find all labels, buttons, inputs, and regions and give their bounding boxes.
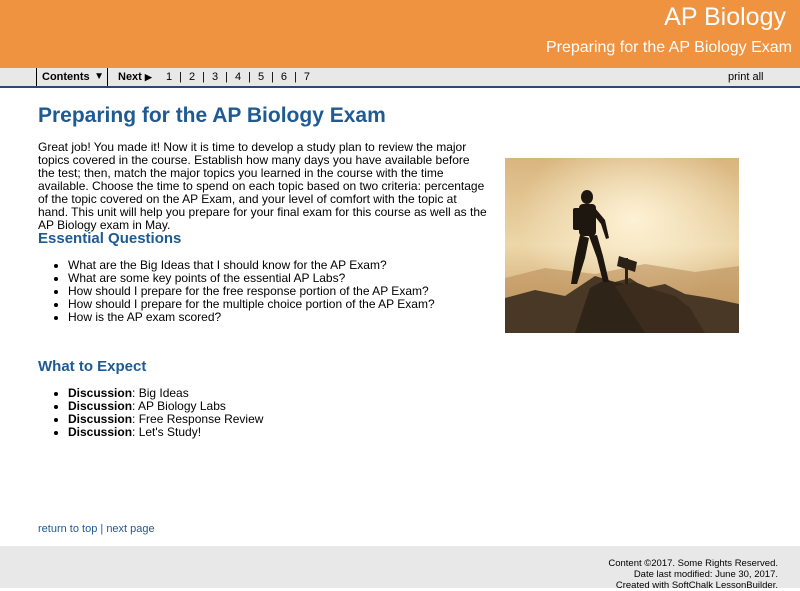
essential-questions-heading: Essential Questions [38, 230, 182, 247]
copyright-text: Content ©2017. Some Rights Reserved. [608, 558, 778, 569]
list-item: • How should I prepare for the multiple choice portion of the AP Exam? [68, 298, 435, 311]
page-header [0, 0, 800, 68]
page-separator: | [248, 71, 251, 83]
item-label: Discussion [68, 412, 133, 426]
page-link-5[interactable]: 5 [257, 71, 265, 83]
print-all-link[interactable]: print all [728, 71, 764, 83]
item-text: : Let's Study! [132, 425, 202, 439]
page-separator: | [271, 71, 274, 83]
page-link-6[interactable]: 6 [280, 71, 288, 83]
page-separator: | [225, 71, 228, 83]
course-title: AP Biology [664, 3, 786, 31]
next-arrow-icon: ▶ [144, 72, 152, 82]
bottom-links [38, 522, 155, 536]
essential-questions-list [52, 259, 435, 324]
unit-title: Preparing for the AP Biology Exam [545, 39, 792, 56]
navigation-bar [0, 68, 800, 88]
page-link-2[interactable]: 2 [188, 71, 196, 83]
page-footer [0, 546, 800, 591]
link-separator: | [100, 523, 104, 535]
item-text: : AP Biology Labs [132, 399, 226, 413]
list-item: • What are the Big Ideas that I should know for the AP Exam? [68, 259, 435, 272]
hiker-summit-image [505, 158, 739, 333]
what-to-expect-list [52, 387, 263, 439]
return-to-top-link[interactable]: return to top [38, 523, 98, 535]
item-label: Discussion [68, 399, 133, 413]
page-link-3[interactable]: 3 [211, 71, 219, 83]
page-link-1[interactable]: 1 [166, 71, 173, 83]
next-label: Next [118, 71, 142, 83]
page-separator: | [294, 71, 297, 83]
created-with-text: Created with SoftChalk LessonBuilder. [615, 580, 778, 591]
contents-dropdown[interactable] [36, 68, 108, 86]
list-item [68, 426, 263, 439]
item-text: : Big Ideas [132, 386, 189, 400]
item-label: Discussion [68, 386, 133, 400]
intro-paragraph: Great job! You made it! Now it is time to develop a study plan to review the major topics covered in the course. Establish how many days you have available before the test; then, match the major topics you learned in the course with the time available. Choose the time to spend on each topic based on two criteria: percentage of the topic covered on the AP Exam, and your level of comfort with the topic at hand. This unit will help you prepare for your final exam for this course as well as the AP Biology exam in May. [38, 140, 487, 232]
last-modified-text: Date last modified: June 30, 2017. [633, 569, 778, 580]
contents-label: Contents [42, 71, 90, 83]
what-to-expect-heading: What to Expect [38, 358, 147, 375]
item-label: Discussion [68, 425, 133, 439]
page-link-4[interactable]: 4 [234, 71, 242, 83]
page-link-7[interactable]: 7 [303, 71, 311, 83]
dropdown-arrow-icon: ▼ [94, 71, 104, 82]
page-links [166, 68, 310, 86]
next-button[interactable] [118, 68, 152, 86]
next-page-link[interactable]: next page [106, 523, 155, 535]
list-item: • How is the AP exam scored? [68, 311, 435, 324]
page-separator: | [179, 71, 182, 83]
list-item: • How should I prepare for the free response portion of the AP Exam? [68, 285, 435, 298]
list-item: • What are some key points of the essential AP Labs? [68, 272, 435, 285]
page-title: Preparing for the AP Biology Exam [38, 104, 386, 127]
page-separator: | [202, 71, 205, 83]
item-text: : Free Response Review [132, 412, 264, 426]
